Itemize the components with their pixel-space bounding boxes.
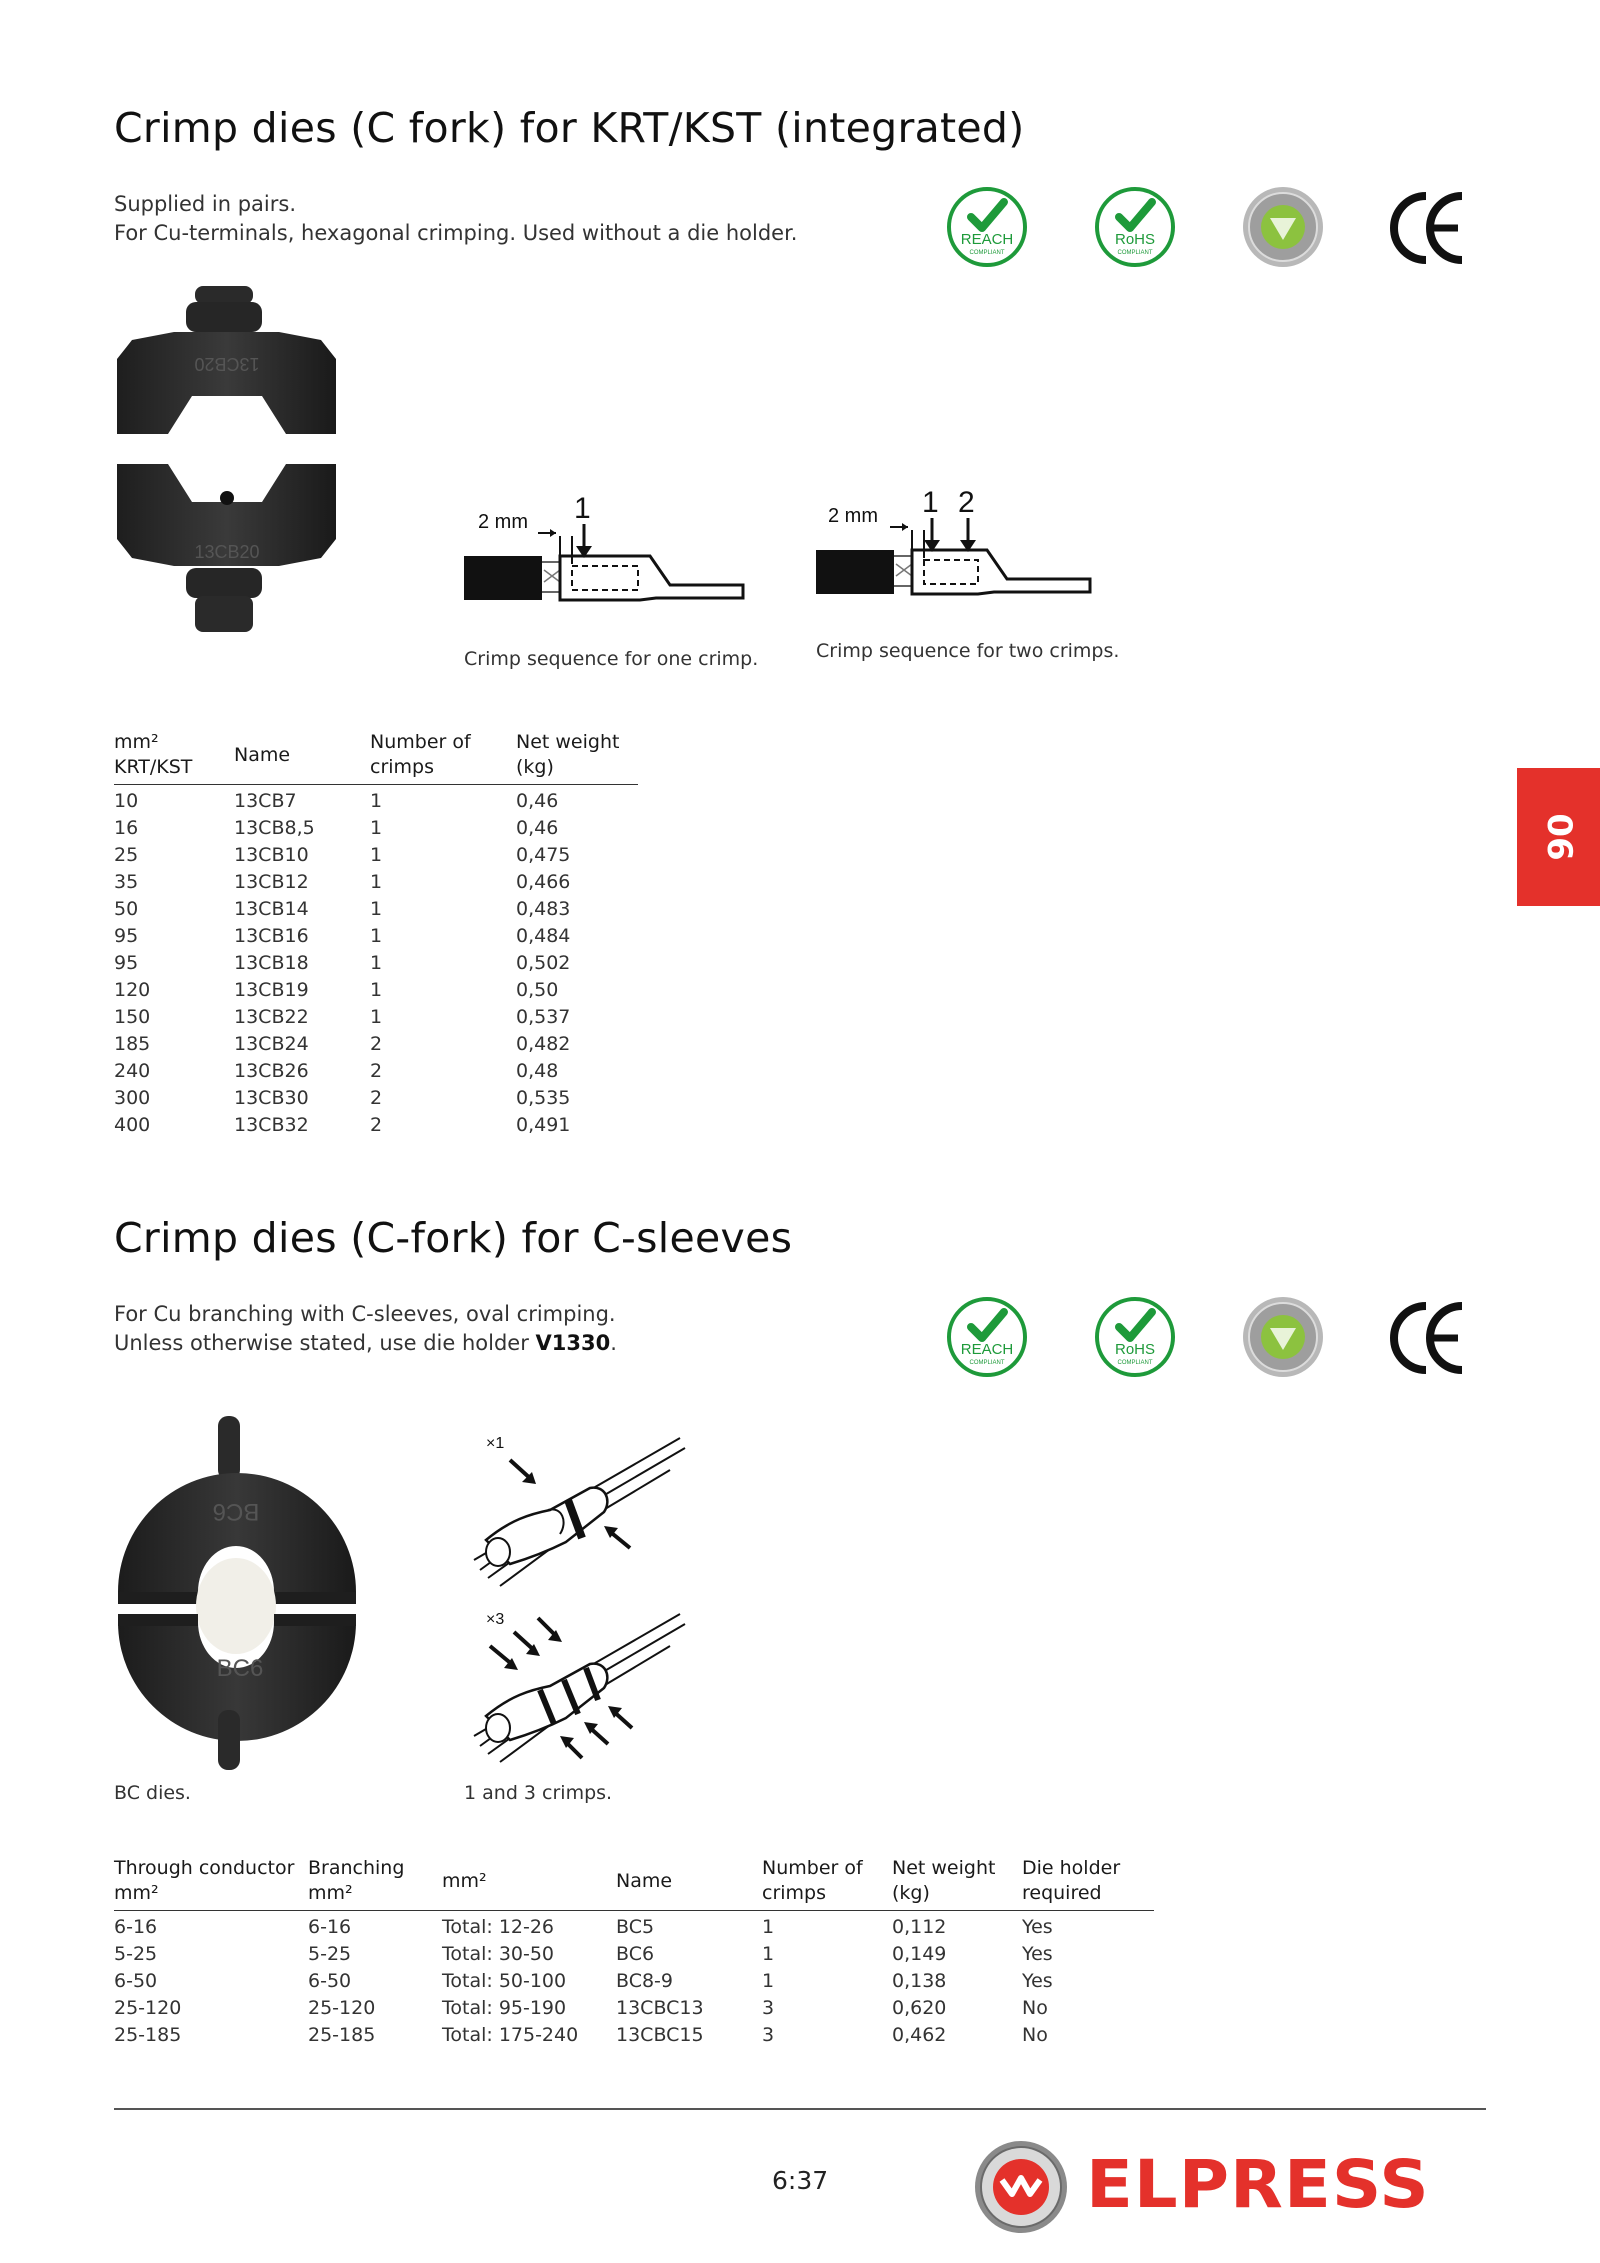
table-row: 25-185 25-185 Total: 175-240 13CBC15 3 0,462 No (114, 2024, 1048, 2046)
table-row: 300 13CB30 2 0,535 (114, 1087, 571, 1109)
system-elpress-seal-icon (1243, 1297, 1323, 1377)
ce-mark-icon (1394, 1306, 1462, 1370)
reach-badge-icon (949, 189, 1025, 265)
die-marking-top: 13CB20 (194, 354, 260, 374)
col-header-weight: Net weight (kg) (892, 1857, 996, 1904)
section1-intro-line2: For Cu-terminals, hexagonal crimping. Used without a die holder. (114, 221, 798, 245)
elpress-emblem-icon (972, 2138, 1070, 2236)
section2-intro-line1: For Cu branching with C-sleeves, oval crimping. (114, 1302, 616, 1326)
c-sleeve-three-crimps (474, 1611, 685, 1762)
c-sleeve-table-body (114, 1911, 1154, 2050)
dim-label-one: 2 mm (478, 511, 528, 533)
col-header-crimps: Number of crimps (762, 1857, 863, 1904)
label-x1: ×1 (486, 1435, 505, 1452)
table-row: 400 13CB32 2 0,491 (114, 1114, 571, 1136)
footer-divider (114, 2108, 1486, 2110)
table-row: 150 13CB22 1 0,537 (114, 1006, 571, 1028)
rohs-sub-text: COMPLIANT (1117, 1360, 1153, 1366)
dim-label-two: 2 mm (828, 505, 878, 527)
chapter-tab (1517, 768, 1600, 906)
col-header-mm2-total: mm² (442, 1869, 487, 1892)
table-row: 10 13CB7 1 0,46 (114, 790, 559, 812)
col-header-die-holder: Die holder required (1022, 1857, 1121, 1904)
section2-intro (114, 1300, 617, 1358)
table-header-row (114, 730, 638, 785)
col-header-branching: Branching mm² (308, 1857, 405, 1904)
crimps-caption: 1 and 3 crimps. (464, 1782, 613, 1804)
rohs-badge-icon (1097, 1299, 1173, 1375)
c-sleeve-illustrations (470, 1430, 690, 1770)
table-row: 50 13CB14 1 0,483 (114, 898, 571, 920)
crimp-diagram-one (460, 490, 760, 620)
table-row: 95 13CB18 1 0,502 (114, 952, 571, 974)
table-row: 185 13CB24 2 0,482 (114, 1033, 571, 1055)
table-row: 25-120 25-120 Total: 95-190 13CBC13 3 0,620 No (114, 1997, 1048, 2019)
section1-title: Crimp dies (C fork) for KRT/KST (integrated) (114, 104, 1025, 152)
table-row: 240 13CB26 2 0,48 (114, 1060, 559, 1082)
bc-die-marking-bottom: BC6 (216, 1655, 264, 1682)
die-holder-code: V1330 (535, 1331, 611, 1355)
table-row: 120 13CB19 1 0,50 (114, 979, 559, 1001)
crimp-number-two-a: 1 (922, 486, 939, 519)
crimp-one-caption: Crimp sequence for one crimp. (464, 648, 759, 670)
col-header-through-conductor: Through conductor mm² (114, 1857, 295, 1904)
elpress-logo: ELPRESS (1086, 2146, 1430, 2223)
crimp-number-two-b: 2 (958, 486, 975, 519)
certification-badges-2 (944, 1294, 1464, 1380)
bc-dies-caption: BC dies. (114, 1782, 191, 1804)
table-row: 35 13CB12 1 0,466 (114, 871, 571, 893)
c-sleeve-single-crimp (474, 1435, 685, 1586)
crimp-two-caption: Crimp sequence for two crimps. (816, 640, 1120, 662)
bc-die-marking-top: BC6 (212, 1498, 260, 1525)
section2-title: Crimp dies (C-fork) for C-sleeves (114, 1214, 793, 1262)
certification-badges-1 (944, 184, 1464, 270)
rohs-text: RoHS (1114, 1341, 1156, 1358)
crimp-number-one: 1 (574, 492, 591, 525)
crimp-diagram-two (812, 484, 1112, 614)
reach-sub-text: COMPLIANT (969, 250, 1005, 256)
col-header-mm2: mm² KRT/KST (114, 731, 193, 778)
table-header-row (114, 1856, 1154, 1911)
table-row: 95 13CB16 1 0,484 (114, 925, 571, 947)
reach-sub-text: COMPLIANT (969, 1360, 1005, 1366)
krt-die-photo (114, 284, 339, 640)
table-row: 5-25 5-25 Total: 30-50 BC6 1 0,149 Yes (114, 1943, 1053, 1965)
bc-die-photo (114, 1414, 360, 1774)
section1-intro (114, 190, 797, 248)
section1-intro-line1: Supplied in pairs. (114, 192, 296, 216)
system-elpress-seal-icon (1243, 187, 1323, 267)
table-row: 6-50 6-50 Total: 50-100 BC8-9 1 0,138 Yes (114, 1970, 1053, 1992)
col-header-name: Name (234, 743, 291, 766)
rohs-text: RoHS (1114, 231, 1156, 248)
reach-badge-icon (949, 1299, 1025, 1375)
c-sleeve-dies-table (114, 1856, 1154, 2049)
rohs-sub-text: COMPLIANT (1117, 250, 1153, 256)
table-row: 16 13CB8,5 1 0,46 (114, 817, 559, 839)
ce-mark-icon (1394, 196, 1462, 260)
col-header-name: Name (616, 1869, 673, 1892)
die-marking-bottom: 13CB20 (194, 542, 260, 562)
col-header-weight: Net weight (kg) (516, 731, 620, 778)
krt-table-body (114, 785, 638, 1140)
page-number: 6:37 (772, 2166, 829, 2195)
reach-text: REACH (960, 1341, 1014, 1358)
reach-text: REACH (960, 231, 1014, 248)
label-x3: ×3 (486, 1611, 505, 1628)
krt-dies-table (114, 730, 638, 1139)
section2-intro-line2: Unless otherwise stated, use die holder V1330. (114, 1331, 617, 1355)
chapter-tab-label: 06 (1538, 813, 1579, 861)
col-header-crimps: Number of crimps (370, 731, 471, 778)
rohs-badge-icon (1097, 189, 1173, 265)
table-row: 25 13CB10 1 0,475 (114, 844, 571, 866)
table-row: 6-16 6-16 Total: 12-26 BC5 1 0,112 Yes (114, 1916, 1053, 1938)
